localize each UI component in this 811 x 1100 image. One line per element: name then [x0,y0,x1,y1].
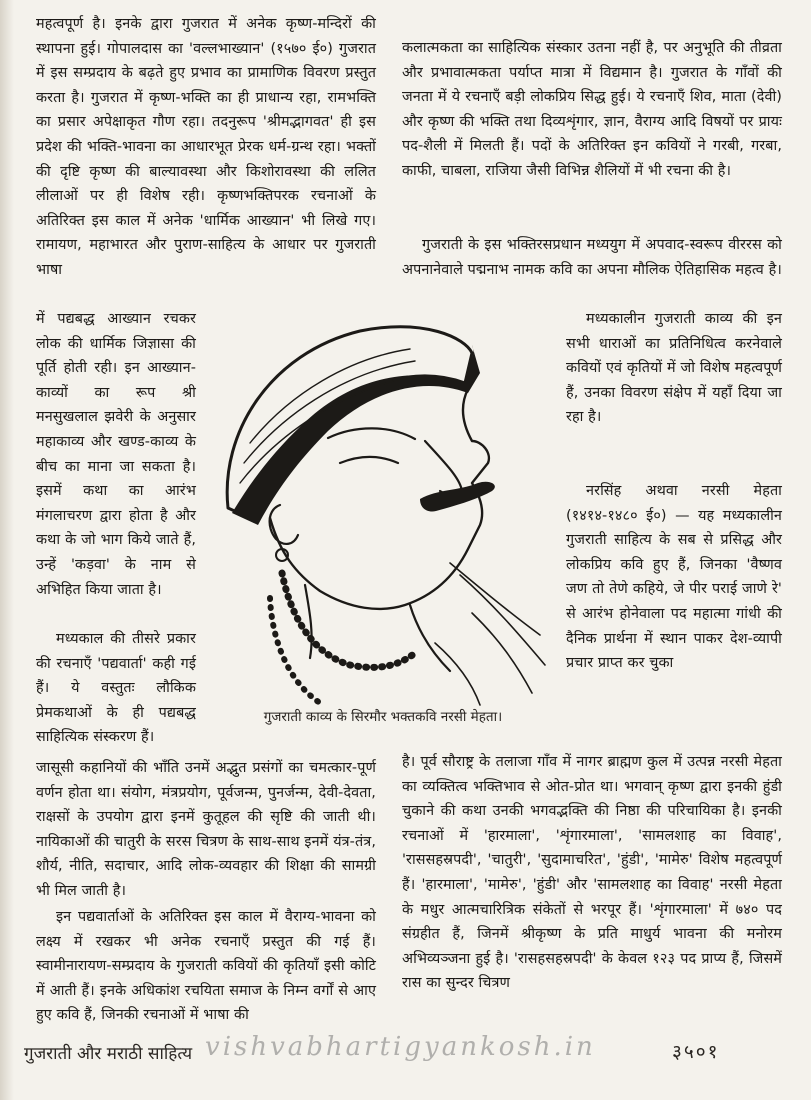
left-paragraph-2: मध्यकाल की तीसरे प्रकार की रचनाएँ 'पद्यवार्ता' कही गई हैं। ये वस्तुतः लौकिक प्रेमकथाओं के ही पद्यबद्ध साहित्यिक संस्करण हैं। [36,631,196,746]
left-paragraph-3: इन पद्यवार्ताओं के अतिरिक्त इस काल में वैराग्य-भावना को लक्ष्य में रखकर भी अनेक रचनाएँ प्रस्तुत की गई हैं। स्वामीनारायण-सम्प्रदाय के गुजराती कवियों की कृतियाँ इसी कोटि में आती हैं। इनके अधिकांश रचयिता समाज के निम्न वर्गों से आए हुए कवि हैं, जिनकी रचनाओं में भाषा की [36,909,376,1024]
moustache [420,482,495,512]
eyebrow [328,428,415,439]
ear [270,505,298,544]
page-number: ३५०१ [672,1041,720,1063]
left-paragraph-2-continued: जासूसी कहानियों की भाँति उनमें अद्भुत प्रसंगों का चमत्कार-पूर्ण वर्णन होता था। संयोग, मंत्रप्रयोग, पूर्वजन्म, पुनर्जन्म, देवी-देवता, राक्षसों के उपयोग द्वारा इनमें कुतूहल की सृष्टि की जाती थी। नायिकाओं की चातुरी के सरस चित्रण के साथ-साथ इनमें यंत्र-तंत्र, शौर्य, नीति, सदाचार, आदि लोक-व्यवहार की शिक्षा की सामग्री भी मिल जाती है। [36,760,376,899]
closed-eye [340,457,398,463]
nose [425,441,462,495]
figure-caption: गुजराती काव्य के सिरमौर भक्तकवि नरसी मेहता। [263,709,503,725]
bead-necklace [282,573,415,667]
page-edge [0,0,14,1100]
portrait-illustration [210,313,560,708]
right-paragraph-2: गुजराती के इस भक्तिरसप्रधान मध्ययुग में अपवाद-स्वरूप वीररस को अपनानेवाले पद्मनाभ नामक कवि का अपना मौलिक ऐतिहासिक महत्व है। [402,237,782,278]
left-paragraph-1: महत्वपूर्ण है। इनके द्वारा गुजरात में अनेक कृष्ण-मन्दिरों की स्थापना हुई। गोपालदास का 'वल्लभाख्यान' (१५७० ई०) गुजरात में इस सम्प्रदाय के बढ़ते हुए प्रभाव का प्रामाणिक विवरण प्रस्तुत करता है। गुजरात में कृष्ण-भक्ति का ही प्राधान्य रहा, रामभक्ति का प्रसार अपेक्षाकृत गौण रहा। तदनुरूप 'श्रीमद्भागवत' ही इस प्रदेश की भक्ति-भावना का आधारभूत प्रेरक धर्म-ग्रन्थ रहा। भक्तों की दृष्टि कृष्ण की बाल्यावस्था और किशोरावस्था की ललित लीलाओं पर ही विशेष रही। कृष्णभक्तिपरक रचनाओं के अतिरिक्त इस काल में अनेक 'धार्मिक आख्यान' भी लिखे गए। रामायण, महाभारत और पुराण-साहित्य के आधार पर गुजराती भाषा [36,16,376,278]
robe-lines [435,563,545,705]
neck-line [305,585,450,671]
left-paragraph-1-continued: में पद्यबद्ध आख्यान रचकर लोक की धार्मिक जिज्ञासा की पूर्ति होती रही। इन आख्यान-काव्यों का रूप श्री मनसुखलाल झवेरी के अनुसार महाकाव्य और खण्ड-काव्य के बीच का माना जा सकता है। इसमें कथा का आरंभ मंगलाचरण द्वारा होता है और कथा के जो भाग किये जाते हैं, उन्हें 'कड़वा' के नाम से अभिहित किया जाता है। [36,311,196,598]
footer-title: गुजराती और मराठी साहित्य [24,1044,193,1064]
right-paragraph-1: कलात्मकता का साहित्यिक संस्कार उतना नहीं है, पर अनुभूति की तीव्रता और प्रभावात्मकता पर्याप्त मात्रा में विद्यमान है। गुजरात के गाँवों की जनता में ये रचनाएँ बड़ी लोकप्रिय सिद्ध हुई। ये रचनाएँ शिव, माता (देवी) और कृष्ण की भक्ति तथा दिव्यशृंगार, ज्ञान, वैराग्य आदि विषयों पर प्रायः पद-शैली में मिलती हैं। पदों के अतिरिक्त इन कवियों ने गरबी, गरबा, काफी, चाबला, राजिया जैसी विभिन्न शैलियों में भी रचना की है। [402,40,782,179]
right-paragraph-4: नरसिंह अथवा नरसी मेहता (१४१४-१४८० ई०) — यह मध्यकालीन गुजराती साहित्य के सब से प्रसिद्ध और लोकप्रिय कवि हुए हैं, जिनका 'वैष्णव जण तो तेणे कहिये, जे पीर पराई जाणे रे' से आरंभ होनेवाला पद महात्मा गांधी की दैनिक प्रार्थना में स्थान पाकर देश-व्यापी प्रचार प्राप्त कर चुका [566,483,782,672]
watermark: vishvabhartigyankosh.in [205,1032,596,1062]
right-paragraph-3: मध्यकालीन गुजराती काव्य की इन सभी धाराओं का प्रतिनिधित्व करनेवाले कवियों एवं कृतियों में जो विशेष महत्वपूर्ण हैं, उनका विवरण संक्षेप में यहाँ दिया जा रहा है। [566,311,782,426]
right-paragraph-4-continued: है। पूर्व सौराष्ट्र के तलाजा गाँव में नागर ब्राह्मण कुल में उत्पन्न नरसी मेहता का व्यक्तित्व भक्तिभाव से ओत-प्रोत था। भगवान् कृष्ण द्वारा इनकी हुंडी चुकाने की कथा उनकी भगवद्भक्ति की निष्ठा की परिचायिका है। इनकी रचनाओं में 'हारमाला', 'शृंगारमाला', 'सामलशाह का विवाह', 'राससहस्रपदी', 'चातुरी', 'सुदामाचरित', 'हुंडी', 'मामेरु' विशेष महत्वपूर्ण हैं। 'हारमाला', 'मामेरु', 'हुंडी' और 'सामलशाह का विवाह' नरसी मेहता के मधुर आत्मचारित्रिक संकेतों से भरपूर हैं। 'शृंगारमाला' में ७४० पद संग्रहीत हैं, जिनमें श्रीकृष्ण के प्रति माधुर्य भावना की मनोरम अभिव्यञ्जना हुई है। 'रासहसहस्रपदी' के केवल १२३ पद प्राप्य हैं, जिसमें रास का सुन्दर चित्रण [402,754,782,992]
